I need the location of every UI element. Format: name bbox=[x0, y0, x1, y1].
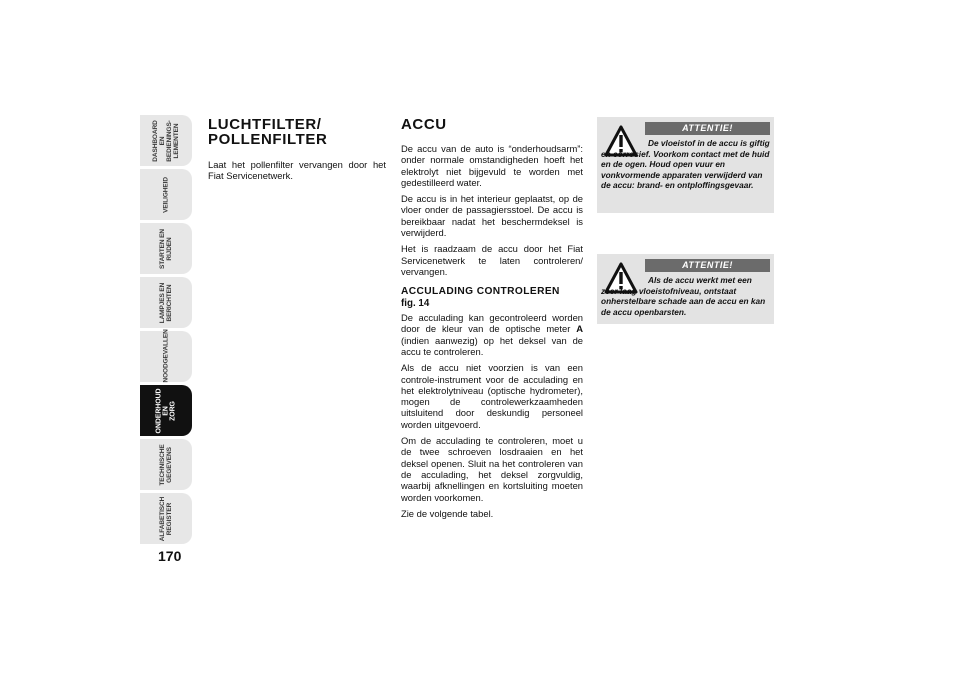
text-run: (indien aanwezig) op het deksel van de accu te controleren. bbox=[401, 334, 583, 357]
tab-onderhoud[interactable] bbox=[140, 385, 192, 436]
text-run: De acculading kan gecontroleerd worden door de kleur van de optische meter bbox=[401, 312, 583, 335]
paragraph: De accu is in het interieur geplaatst, op de vloer onder de passagiersstoel. De accu is bereikbaar nadat het beschermdeksel is verwijderd. bbox=[401, 193, 583, 239]
warning-text bbox=[601, 275, 770, 317]
tab-technische[interactable] bbox=[140, 439, 192, 490]
tab-register[interactable] bbox=[140, 493, 192, 544]
paragraph: Laat het pollenfilter vervangen door het Fiat Servicenetwerk. bbox=[208, 159, 386, 182]
chapter-tabs bbox=[140, 115, 192, 547]
paragraph: Zie de volgende tabel. bbox=[401, 507, 494, 519]
warning-box bbox=[597, 117, 774, 213]
paragraph: Als de accu niet voorzien is van een controle-instrument voor de acculading en het elektrolytniveau (optische hydrometer), mogen de controlewerkzaamheden uitsluitend door deskundig personeel worden uitgevoerd. bbox=[401, 362, 583, 430]
warning-text-body: De vloeistof in de accu is giftig en corrosief. Voorkom contact met de huid en de ogen. Houd open vuur en vonkvormende apparaten verwijderd van de accu: brand- en ontploffingsgevaar. bbox=[601, 138, 770, 190]
tab-label: ONDERHOUD EN ZORG bbox=[155, 388, 177, 433]
tab-label: TECHNISCHE GEGEVENS bbox=[159, 443, 173, 486]
column-accu bbox=[401, 117, 583, 524]
warning-box bbox=[597, 254, 774, 324]
section-heading: ACCU bbox=[401, 116, 447, 133]
page-number: 170 bbox=[158, 548, 182, 564]
warning-badge: ATTENTIE! bbox=[645, 259, 770, 272]
tab-label: ALFABETISCH REGISTER bbox=[159, 496, 173, 541]
tab-label: DASHBOARD EN BEDIENINGS- LEMENTEN bbox=[152, 119, 180, 162]
paragraph: Het is raadzaam de accu door het Fiat Servicenetwerk te laten controleren/ vervangen. bbox=[401, 243, 583, 277]
tab-label: LAMPJES EN BERICHTEN bbox=[159, 282, 173, 323]
tab-dashboard[interactable] bbox=[140, 115, 192, 166]
paragraph bbox=[401, 312, 583, 357]
paragraph: Om de acculading te controleren, moet u de twee schroeven losdraaien en het deksel openen. Sluit na het controleren van de acculading, het deksel zorgvuldig, waarbij afknellingen en kortsluiting moeten worden voorkomen. bbox=[401, 435, 583, 503]
paragraph: De accu van de auto is “onderhoudsarm”: onder normale omstandigheden hoeft het elektrolyt niet bijgevuld te worden met gedestilleerd water. bbox=[401, 143, 583, 188]
tab-label: NOODGEVALLEN bbox=[162, 328, 170, 382]
tab-veiligheid[interactable] bbox=[140, 169, 192, 220]
figure-reference[interactable]: fig. 14 bbox=[401, 297, 430, 309]
meter-label: A bbox=[576, 323, 583, 335]
subsection-heading: ACCULADING CONTROLEREN bbox=[401, 286, 560, 298]
section-heading: LUCHTFILTER/ POLLENFILTER bbox=[208, 116, 328, 148]
tab-label: STARTEN EN RIJDEN bbox=[159, 228, 173, 269]
warning-text bbox=[601, 138, 770, 191]
tab-lampjes[interactable] bbox=[140, 277, 192, 328]
tab-noodgevallen[interactable] bbox=[140, 328, 192, 382]
column-luchtfilter bbox=[208, 117, 386, 187]
tab-starten[interactable] bbox=[140, 223, 192, 274]
warning-text-body: Als de accu werkt met een zeer laag vloeistofniveau, ontstaat onherstelbare schade aan de accu en kan de accu openbarsten. bbox=[601, 275, 766, 317]
tab-label: VEILIGHEID bbox=[162, 176, 170, 213]
warning-badge: ATTENTIE! bbox=[645, 122, 770, 135]
